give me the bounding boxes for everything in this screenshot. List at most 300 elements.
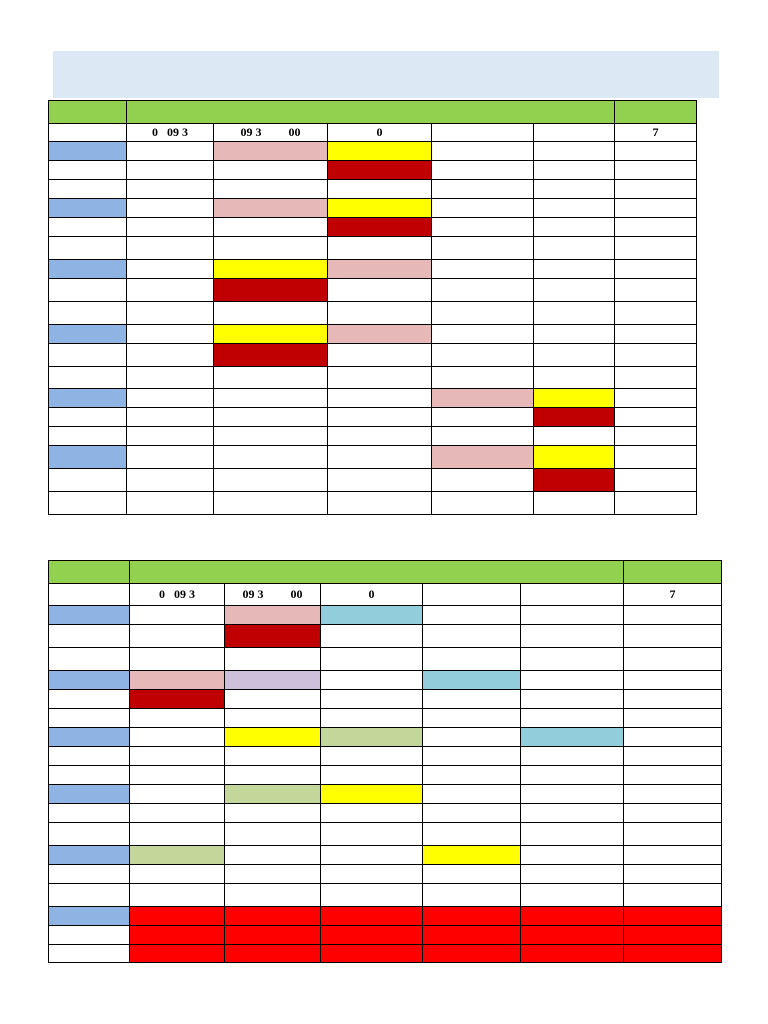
table-cell	[432, 492, 534, 515]
table-cell	[328, 218, 432, 237]
table-cell	[615, 492, 697, 515]
table-cell	[432, 218, 534, 237]
column-label	[432, 124, 534, 142]
header-cell	[49, 561, 130, 584]
column-label: 7	[615, 124, 697, 142]
table-cell	[624, 747, 722, 766]
table-row	[49, 389, 697, 408]
table-cell	[423, 728, 521, 747]
table-cell	[534, 237, 615, 260]
column-label: 0 09 3	[127, 124, 214, 142]
table-cell	[615, 367, 697, 389]
table-cell	[328, 408, 432, 427]
table-cell	[328, 389, 432, 408]
table-cell	[534, 367, 615, 389]
table-cell	[49, 302, 127, 325]
table-cell	[214, 325, 328, 344]
table-subheader-row	[49, 124, 697, 142]
table-cell	[615, 389, 697, 408]
table-cell	[214, 199, 328, 218]
table-cell	[624, 606, 722, 625]
table-cell	[49, 279, 127, 302]
table-cell	[624, 690, 722, 709]
table-cell	[534, 218, 615, 237]
table-cell	[127, 389, 214, 408]
table-cell	[214, 302, 328, 325]
table-cell	[615, 142, 697, 161]
table-cell	[328, 142, 432, 161]
table-cell	[49, 907, 130, 926]
table-cell	[423, 648, 521, 671]
table-cell	[49, 325, 127, 344]
table-cell	[615, 302, 697, 325]
table-cell	[432, 344, 534, 367]
table-row	[49, 408, 697, 427]
table-cell	[225, 945, 321, 963]
table-row	[49, 260, 697, 279]
table-cell	[615, 180, 697, 199]
table-cell	[130, 671, 225, 690]
table-cell	[615, 469, 697, 492]
table-cell	[328, 469, 432, 492]
table-cell	[214, 180, 328, 199]
table-cell	[127, 260, 214, 279]
table-cell	[534, 161, 615, 180]
table-cell	[521, 709, 624, 728]
table-row	[49, 625, 722, 648]
table-cell	[423, 606, 521, 625]
table-cell	[432, 161, 534, 180]
table-cell	[321, 690, 423, 709]
table-cell	[225, 690, 321, 709]
table-cell	[127, 344, 214, 367]
table-cell	[225, 606, 321, 625]
table-cell	[225, 625, 321, 648]
table-cell	[225, 747, 321, 766]
table-cell	[432, 389, 534, 408]
table-cell	[321, 606, 423, 625]
table-cell	[328, 302, 432, 325]
table-cell	[225, 785, 321, 804]
table-cell	[423, 625, 521, 648]
table-row	[49, 302, 697, 325]
table-row	[49, 671, 722, 690]
table-cell	[321, 823, 423, 846]
table-cell	[214, 408, 328, 427]
table-cell	[423, 945, 521, 963]
table-cell	[432, 325, 534, 344]
table-cell	[624, 766, 722, 785]
table-cell	[49, 218, 127, 237]
table-cell	[127, 302, 214, 325]
table-cell	[49, 926, 130, 945]
table-cell	[130, 907, 225, 926]
table-cell	[615, 408, 697, 427]
table-cell	[49, 180, 127, 199]
table-cell	[214, 260, 328, 279]
table-cell	[225, 766, 321, 785]
table-cell	[214, 279, 328, 302]
table-cell	[214, 446, 328, 469]
table-cell	[49, 766, 130, 785]
table-cell	[225, 884, 321, 907]
table-cell	[423, 884, 521, 907]
table-cell	[49, 804, 130, 823]
table-header-row	[49, 101, 697, 124]
table-cell	[321, 709, 423, 728]
table-cell	[127, 237, 214, 260]
table-cell	[423, 846, 521, 865]
table-cell	[624, 728, 722, 747]
table-cell	[423, 926, 521, 945]
table-cell	[534, 199, 615, 218]
table-cell	[615, 237, 697, 260]
table-cell	[214, 161, 328, 180]
table-row	[49, 427, 697, 446]
table-cell	[214, 427, 328, 446]
table-cell	[321, 747, 423, 766]
table-row	[49, 161, 697, 180]
column-label: 09 3 00	[214, 124, 328, 142]
table-row	[49, 367, 697, 389]
table-cell	[615, 199, 697, 218]
table-cell	[432, 279, 534, 302]
table-cell	[624, 907, 722, 926]
table-cell	[214, 344, 328, 367]
table-cell	[521, 945, 624, 963]
table-cell	[49, 199, 127, 218]
table-cell	[534, 446, 615, 469]
table-cell	[423, 785, 521, 804]
table-cell	[521, 884, 624, 907]
table-cell	[521, 804, 624, 823]
table-row	[49, 218, 697, 237]
table-cell	[328, 161, 432, 180]
table-cell	[615, 279, 697, 302]
table-cell	[328, 367, 432, 389]
table-cell	[214, 237, 328, 260]
table-cell	[49, 625, 130, 648]
table-cell	[321, 865, 423, 884]
table-row	[49, 884, 722, 907]
table-cell	[130, 747, 225, 766]
table-cell	[49, 846, 130, 865]
table-cell	[49, 389, 127, 408]
table-row	[49, 804, 722, 823]
table-cell	[624, 648, 722, 671]
table-cell	[130, 846, 225, 865]
column-label	[423, 584, 521, 606]
table-cell	[321, 648, 423, 671]
table-cell	[127, 199, 214, 218]
table-cell	[521, 926, 624, 945]
table-cell	[521, 907, 624, 926]
table-cell	[521, 648, 624, 671]
table-cell	[49, 344, 127, 367]
table-cell	[534, 325, 615, 344]
table-cell	[225, 648, 321, 671]
table-cell	[534, 344, 615, 367]
table-cell	[49, 427, 127, 446]
table-row	[49, 926, 722, 945]
table-cell	[321, 671, 423, 690]
table-cell	[615, 427, 697, 446]
table-cell	[130, 865, 225, 884]
table-cell	[423, 709, 521, 728]
table-cell	[49, 142, 127, 161]
table-cell	[624, 625, 722, 648]
table-row	[49, 142, 697, 161]
table-cell	[49, 945, 130, 963]
table-cell	[49, 884, 130, 907]
table-cell	[321, 625, 423, 648]
table-cell	[432, 408, 534, 427]
table-cell	[130, 785, 225, 804]
table-cell	[127, 492, 214, 515]
column-label: 7	[624, 584, 722, 606]
table-cell	[521, 846, 624, 865]
table-cell	[130, 690, 225, 709]
table-cell	[214, 367, 328, 389]
table-row	[49, 469, 697, 492]
table-cell	[521, 865, 624, 884]
table-cell	[521, 823, 624, 846]
table-cell	[214, 469, 328, 492]
table-cell	[624, 804, 722, 823]
table-cell	[214, 142, 328, 161]
table-cell	[328, 446, 432, 469]
table-row	[49, 945, 722, 963]
table-cell	[130, 945, 225, 963]
table-cell	[49, 785, 130, 804]
table-cell	[321, 804, 423, 823]
table-cell	[321, 926, 423, 945]
header-cell	[615, 101, 697, 124]
table-cell	[49, 747, 130, 766]
table-cell	[49, 865, 130, 884]
table-cell	[130, 625, 225, 648]
table-cell	[49, 648, 130, 671]
table-cell	[130, 926, 225, 945]
table-row	[49, 690, 722, 709]
header-cell	[130, 561, 624, 584]
table-cell	[214, 389, 328, 408]
table-cell	[534, 142, 615, 161]
column-label: 0 09 3	[130, 584, 225, 606]
table-cell	[423, 690, 521, 709]
table-cell	[321, 766, 423, 785]
table-row	[49, 606, 722, 625]
header-cell	[624, 561, 722, 584]
table-cell	[423, 865, 521, 884]
table-cell	[521, 785, 624, 804]
table-cell	[615, 161, 697, 180]
table-cell	[49, 606, 130, 625]
table-cell	[49, 161, 127, 180]
table-cell	[615, 446, 697, 469]
table-row	[49, 766, 722, 785]
table-cell	[130, 606, 225, 625]
table-cell	[127, 427, 214, 446]
table-row	[49, 709, 722, 728]
table-cell	[534, 180, 615, 199]
table-cell	[534, 492, 615, 515]
table-cell	[328, 199, 432, 218]
table-cell	[624, 945, 722, 963]
column-label	[521, 584, 624, 606]
table-cell	[423, 766, 521, 785]
table-cell	[328, 180, 432, 199]
table-cell	[624, 709, 722, 728]
table-cell	[130, 766, 225, 785]
table-cell	[130, 648, 225, 671]
table-cell	[49, 823, 130, 846]
table-cell	[328, 427, 432, 446]
table-row	[49, 846, 722, 865]
table-cell	[432, 427, 534, 446]
header-cell	[49, 101, 127, 124]
table-cell	[432, 199, 534, 218]
table-cell	[225, 865, 321, 884]
table-cell	[130, 823, 225, 846]
table-cell	[624, 823, 722, 846]
table-cell	[624, 865, 722, 884]
table-cell	[624, 785, 722, 804]
table-cell	[624, 671, 722, 690]
table-cell	[521, 671, 624, 690]
table-cell	[423, 671, 521, 690]
table-cell	[328, 237, 432, 260]
table-cell	[328, 344, 432, 367]
table-cell	[225, 846, 321, 865]
table-cell	[534, 427, 615, 446]
table-cell	[225, 728, 321, 747]
table-cell	[225, 926, 321, 945]
table-cell	[534, 469, 615, 492]
table-cell	[321, 884, 423, 907]
column-label: 0	[328, 124, 432, 142]
table-cell	[49, 469, 127, 492]
table-row	[49, 728, 722, 747]
table-cell	[127, 325, 214, 344]
table-row	[49, 180, 697, 199]
schedule-table-1	[48, 100, 697, 515]
header-cell	[127, 101, 615, 124]
table-cell	[521, 766, 624, 785]
table-cell	[521, 747, 624, 766]
table-cell	[130, 728, 225, 747]
table-cell	[321, 785, 423, 804]
table-row	[49, 237, 697, 260]
table-cell	[130, 804, 225, 823]
table-cell	[534, 279, 615, 302]
table-cell	[127, 161, 214, 180]
table-cell	[127, 142, 214, 161]
table-cell	[534, 389, 615, 408]
table-cell	[49, 408, 127, 427]
table-cell	[130, 884, 225, 907]
table-subheader-row	[49, 584, 722, 606]
table-cell	[127, 469, 214, 492]
table-cell	[423, 907, 521, 926]
table-row	[49, 785, 722, 804]
table-header-row	[49, 561, 722, 584]
table-cell	[321, 945, 423, 963]
table-cell	[521, 606, 624, 625]
table-cell	[49, 584, 130, 606]
table-cell	[521, 728, 624, 747]
schedule-table-2	[48, 560, 722, 963]
table-row	[49, 325, 697, 344]
table-cell	[127, 446, 214, 469]
table-cell	[49, 446, 127, 469]
table-cell	[432, 142, 534, 161]
table-cell	[49, 124, 127, 142]
table-cell	[225, 804, 321, 823]
table-cell	[214, 218, 328, 237]
table-cell	[615, 218, 697, 237]
column-label	[534, 124, 615, 142]
table-cell	[328, 325, 432, 344]
table-row	[49, 199, 697, 218]
table-cell	[615, 260, 697, 279]
table-cell	[49, 260, 127, 279]
table-cell	[624, 846, 722, 865]
table-cell	[423, 747, 521, 766]
table-cell	[49, 671, 130, 690]
table-cell	[49, 709, 130, 728]
table-cell	[225, 907, 321, 926]
table-cell	[225, 823, 321, 846]
table-cell	[127, 218, 214, 237]
table-cell	[423, 804, 521, 823]
table-row	[49, 648, 722, 671]
table-cell	[328, 279, 432, 302]
table-cell	[225, 709, 321, 728]
table-cell	[432, 237, 534, 260]
table-cell	[49, 237, 127, 260]
table-cell	[624, 884, 722, 907]
page-banner	[53, 51, 719, 98]
table-cell	[49, 492, 127, 515]
table-row	[49, 865, 722, 884]
table-cell	[534, 260, 615, 279]
table-cell	[321, 728, 423, 747]
table-cell	[214, 492, 328, 515]
table-cell	[49, 728, 130, 747]
table-cell	[432, 446, 534, 469]
table-cell	[432, 180, 534, 199]
table-row	[49, 279, 697, 302]
column-label: 0	[321, 584, 423, 606]
table-cell	[49, 367, 127, 389]
table-cell	[624, 926, 722, 945]
table-cell	[49, 690, 130, 709]
table-cell	[127, 367, 214, 389]
table-cell	[328, 492, 432, 515]
table-cell	[432, 260, 534, 279]
table-cell	[130, 709, 225, 728]
table-cell	[534, 408, 615, 427]
table-cell	[328, 260, 432, 279]
table-cell	[521, 625, 624, 648]
table-cell	[321, 846, 423, 865]
table-cell	[615, 344, 697, 367]
table-cell	[423, 823, 521, 846]
table-row	[49, 344, 697, 367]
table-cell	[127, 180, 214, 199]
table-row	[49, 907, 722, 926]
